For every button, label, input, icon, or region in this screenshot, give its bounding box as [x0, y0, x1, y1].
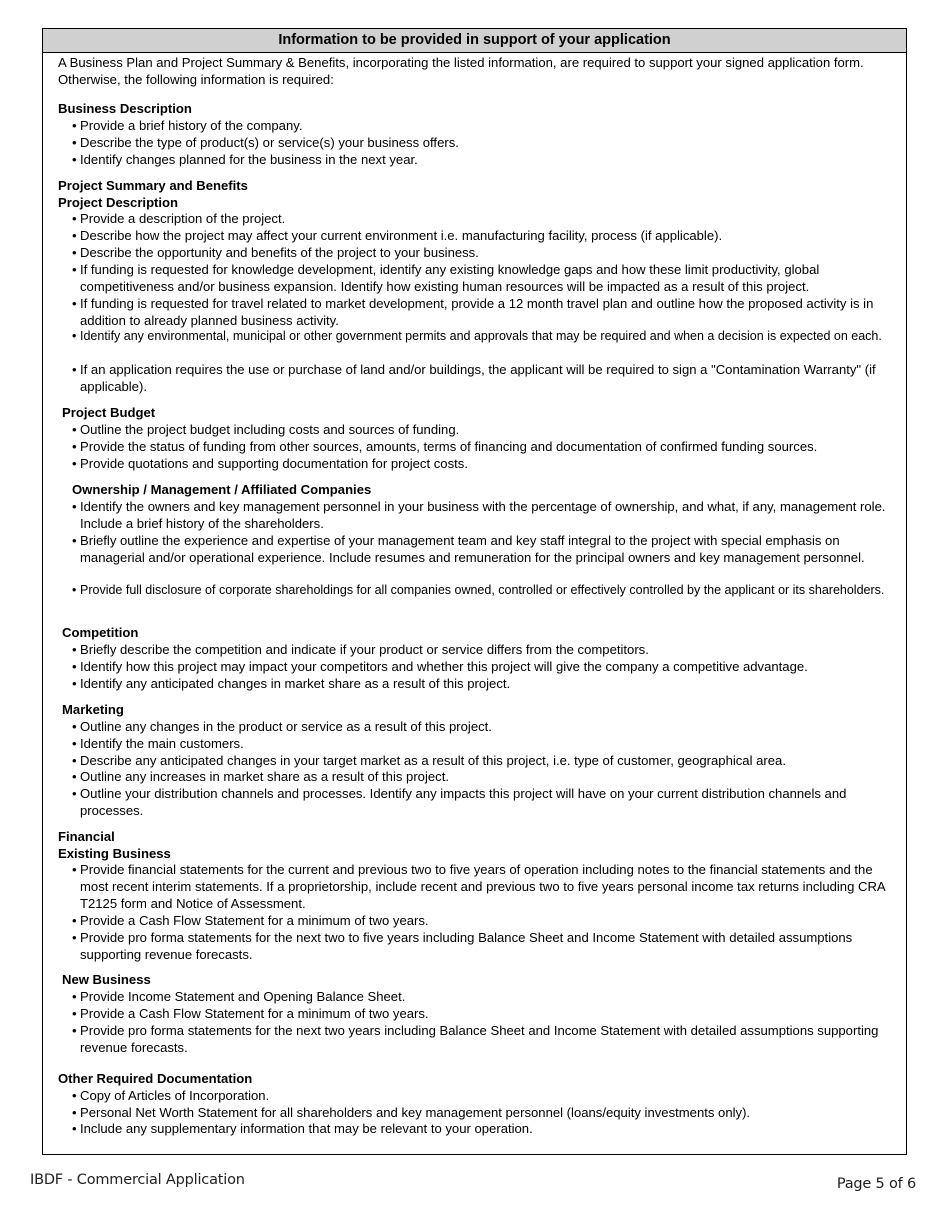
- list-item: • Provide a brief history of the company.: [72, 118, 303, 133]
- financial-heading: Financial: [58, 829, 115, 844]
- list-item: • Briefly describe the competition and indicate if your product or service differs from the competitors.: [72, 642, 649, 657]
- existing-business-heading: Existing Business: [58, 846, 171, 861]
- list-item: • If funding is requested for travel related to market development, provide a 12 month travel plan and outline how the proposed activity is in addition to already planned business activity.: [72, 296, 874, 328]
- list-item: • Provide financial statements for the current and previous two to five years of operation including notes to the financial statements and the most recent interim statements. If a proprietorship, include recent and previous two to five years personal income tax returns including CRA T2125 form and Notice of Assessment.: [72, 862, 885, 911]
- intro-text: A Business Plan and Project Summary & Benefits, incorporating the listed information, are required to support your signed application form. Otherwise, the following information is required:: [58, 55, 864, 87]
- list-item: • Provide quotations and supporting documentation for project costs.: [72, 456, 468, 471]
- list-item: • Provide the status of funding from other sources, amounts, terms of financing and documentation of confirmed funding sources.: [72, 439, 818, 454]
- list-item: • Provide pro forma statements for the next two to five years including Balance Sheet and Income Statement with detailed assumptions supporting revenue forecasts.: [72, 930, 853, 962]
- project-description-heading: Project Description: [58, 195, 179, 210]
- list-item: • Include any supplementary information that may be relevant to your operation.: [72, 1121, 533, 1136]
- list-item: • Provide a Cash Flow Statement for a minimum of two years.: [72, 913, 429, 928]
- footer-page-number: Page 5 of 6: [836, 1176, 916, 1192]
- list-item: • Outline any changes in the product or service as a result of this project.: [72, 719, 492, 734]
- list-item: • Provide a Cash Flow Statement for a minimum of two years.: [72, 1006, 429, 1021]
- ownership-heading: Ownership / Management / Affiliated Companies: [72, 482, 372, 497]
- panel-header: Information to be provided in support of your application: [43, 29, 906, 53]
- list-item: • Describe any anticipated changes in your target market as a result of this project, i.e. type of customer, geographical area.: [72, 753, 786, 768]
- list-item: • Describe how the project may affect your current environment i.e. manufacturing facility, process (if applicable).: [72, 228, 723, 243]
- business-description-heading: Business Description: [58, 101, 192, 116]
- list-item: • Identify how this project may impact your competitors and whether this project will give the company a competitive advantage.: [72, 659, 808, 674]
- list-item: • Identify any anticipated changes in market share as a result of this project.: [72, 676, 511, 691]
- list-item: • Outline the project budget including costs and sources of funding.: [72, 422, 460, 437]
- project-budget-heading: Project Budget: [62, 405, 156, 420]
- list-item: • If funding is requested for knowledge development, identify any existing knowledge gaps and how these limit productivity, global competitiveness and/or business expansion. Identify how existing human resources will be impacted as a result of this project.: [72, 262, 820, 294]
- list-item: • Outline any increases in market share as a result of this project.: [72, 769, 449, 784]
- list-item: • Identify the main customers.: [72, 736, 244, 751]
- list-item: • Identify changes planned for the business in the next year.: [72, 152, 418, 167]
- list-item: • Describe the type of product(s) or service(s) your business offers.: [72, 135, 459, 150]
- list-item: • Briefly outline the experience and expertise of your management team and key staff integral to the project with special emphasis on managerial and/or operational experience. Include resumes and remuneration for the principal owners and key management personnel.: [72, 533, 865, 565]
- list-item: • Describe the opportunity and benefits of the project to your business.: [72, 245, 479, 260]
- list-item: • Provide pro forma statements for the next two years including Balance Sheet and Income Statement with detailed assumptions supporting revenue forecasts.: [72, 1023, 879, 1055]
- list-item: • Identify any environmental, municipal or other government permits and approvals that may be required and when a decision is expected on each.: [72, 329, 882, 343]
- project-summary-heading: Project Summary and Benefits: [58, 178, 248, 193]
- list-item: • If an application requires the use or purchase of land and/or buildings, the applicant will be required to sign a "Contamination Warranty" (if applicable).: [72, 362, 876, 394]
- marketing-heading: Marketing: [62, 702, 124, 717]
- info-panel: [42, 28, 907, 1155]
- list-item: • Provide a description of the project.: [72, 211, 286, 226]
- list-item: • Provide Income Statement and Opening Balance Sheet.: [72, 989, 406, 1004]
- list-item: • Outline your distribution channels and processes. Identify any impacts this project will have on your current distribution channels and processes.: [72, 786, 847, 818]
- footer-form-name: IBDF - Commercial Application: [30, 1172, 245, 1188]
- list-item: • Provide full disclosure of corporate shareholdings for all companies owned, controlled or effectively controlled by the applicant or its shareholders.: [72, 583, 885, 597]
- list-item: • Identify the owners and key management personnel in your business with the percentage of ownership, and what, if any, management role. Include a brief history of the shareholders.: [72, 499, 886, 531]
- other-docs-heading: Other Required Documentation: [58, 1071, 253, 1086]
- competition-heading: Competition: [62, 625, 139, 640]
- list-item: • Personal Net Worth Statement for all shareholders and key management personnel (loans/equity investments only).: [72, 1105, 751, 1120]
- list-item: • Copy of Articles of Incorporation.: [72, 1088, 270, 1103]
- new-business-heading: New Business: [62, 972, 151, 987]
